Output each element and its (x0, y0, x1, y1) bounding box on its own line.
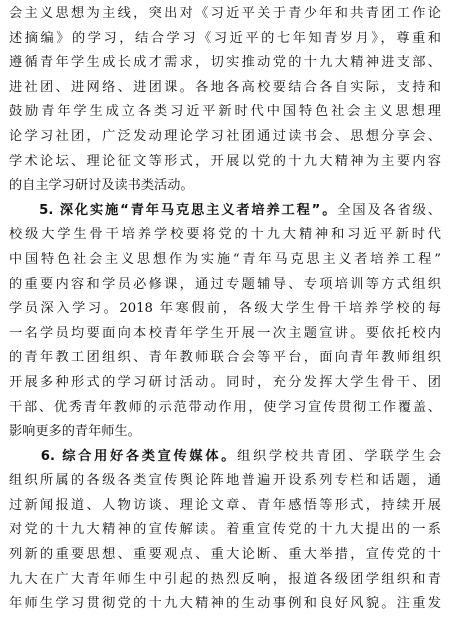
section-5-first-line (9, 199, 441, 224)
section-6-first-line-text: 组织学校共青团、学联学生会 (237, 448, 441, 464)
text-line: 影响更多的青年师生。 (9, 424, 141, 440)
text-line: 干部、优秀青年教师的示范带动作用，使学习宣传贯彻工作覆盖、 (9, 399, 441, 415)
text-line: 遵循青年学生成长成才需求，切实推动党的十九大精神进支部、 (9, 55, 441, 71)
text-line: 学员深入学习。2018 年寒假前，各级大学生骨干培养学校的每 (9, 301, 441, 317)
section-6-first-line (9, 445, 441, 470)
text-line: 的重要内容和学员必修课，通过专题辅导、专项培训等方式组织 (9, 276, 441, 292)
intro-paragraph (9, 2, 441, 199)
text-line: 开展多种形式的学习研讨活动。同时，充分发挥大学生骨干、团 (9, 374, 441, 390)
section-5-paragraph (9, 199, 441, 445)
text-line: 一名学员均要面向本校青年学生开展一次主题宣讲。要依托校内 (9, 325, 441, 341)
section-6-paragraph (9, 445, 441, 617)
text-line: 会主义思想为主线，突出对《习近平关于青少年和共青团工作论 (9, 6, 441, 21)
section-6-heading: 6. 综合用好各类宣传媒体。 (40, 448, 238, 464)
text-line: 进社团、进网络、进团课。各地各高校要结合各自实际，支持和 (9, 79, 441, 95)
text-line: 九大在广大青年师生中引起的热烈反响，报道各级团学组织和青 (9, 571, 441, 587)
text-line: 过新闻报道、人物访谈、理论文章、青年感悟等形式，持续开展 (9, 497, 441, 513)
text-line: 对党的十九大精神的宣传解读。着重宣传党的十九大提出的一系 (9, 522, 441, 538)
text-line: 的青年教工团组织、青年教师联合会等平台，面向青年教师组织 (9, 350, 441, 366)
text-line: 的自主学习研讨及读书类活动。 (9, 178, 194, 194)
text-line: 列新的重要思想、重要观点、重大论断、重大举措，宣传党的十 (9, 547, 441, 563)
text-line: 中国特色社会主义思想作为实施“青年马克思主义者培养工程” (9, 251, 441, 267)
text-line: 述摘编》的学习，结合学习《习近平的七年知青岁月》，尊重和 (9, 30, 441, 46)
text-line: 论学习社团，广泛发动理论学习社团通过读书会、思想分享会、 (9, 128, 441, 144)
section-5-heading: 5. 深化实施“青年马克思主义者培养工程”。 (39, 202, 338, 218)
text-line: 年师生学习贯彻党的十九大精神的生动事例和良好风貌。注重发 (9, 596, 441, 612)
section-5-first-line-text: 全国及各省级、 (337, 202, 441, 218)
text-line: 鼓励青年学生成立各类习近平新时代中国特色社会主义思想理 (9, 104, 441, 120)
text-line: 校级大学生骨干培养学校要将党的十九大精神和习近平新时代 (9, 227, 441, 243)
text-line: 组织所属的各级各类宣传舆论阵地普遍开设系列专栏和话题，通 (9, 473, 441, 489)
text-line: 学术论坛、理论征文等形式，开展以党的十九大精神为主要内容 (9, 153, 441, 169)
